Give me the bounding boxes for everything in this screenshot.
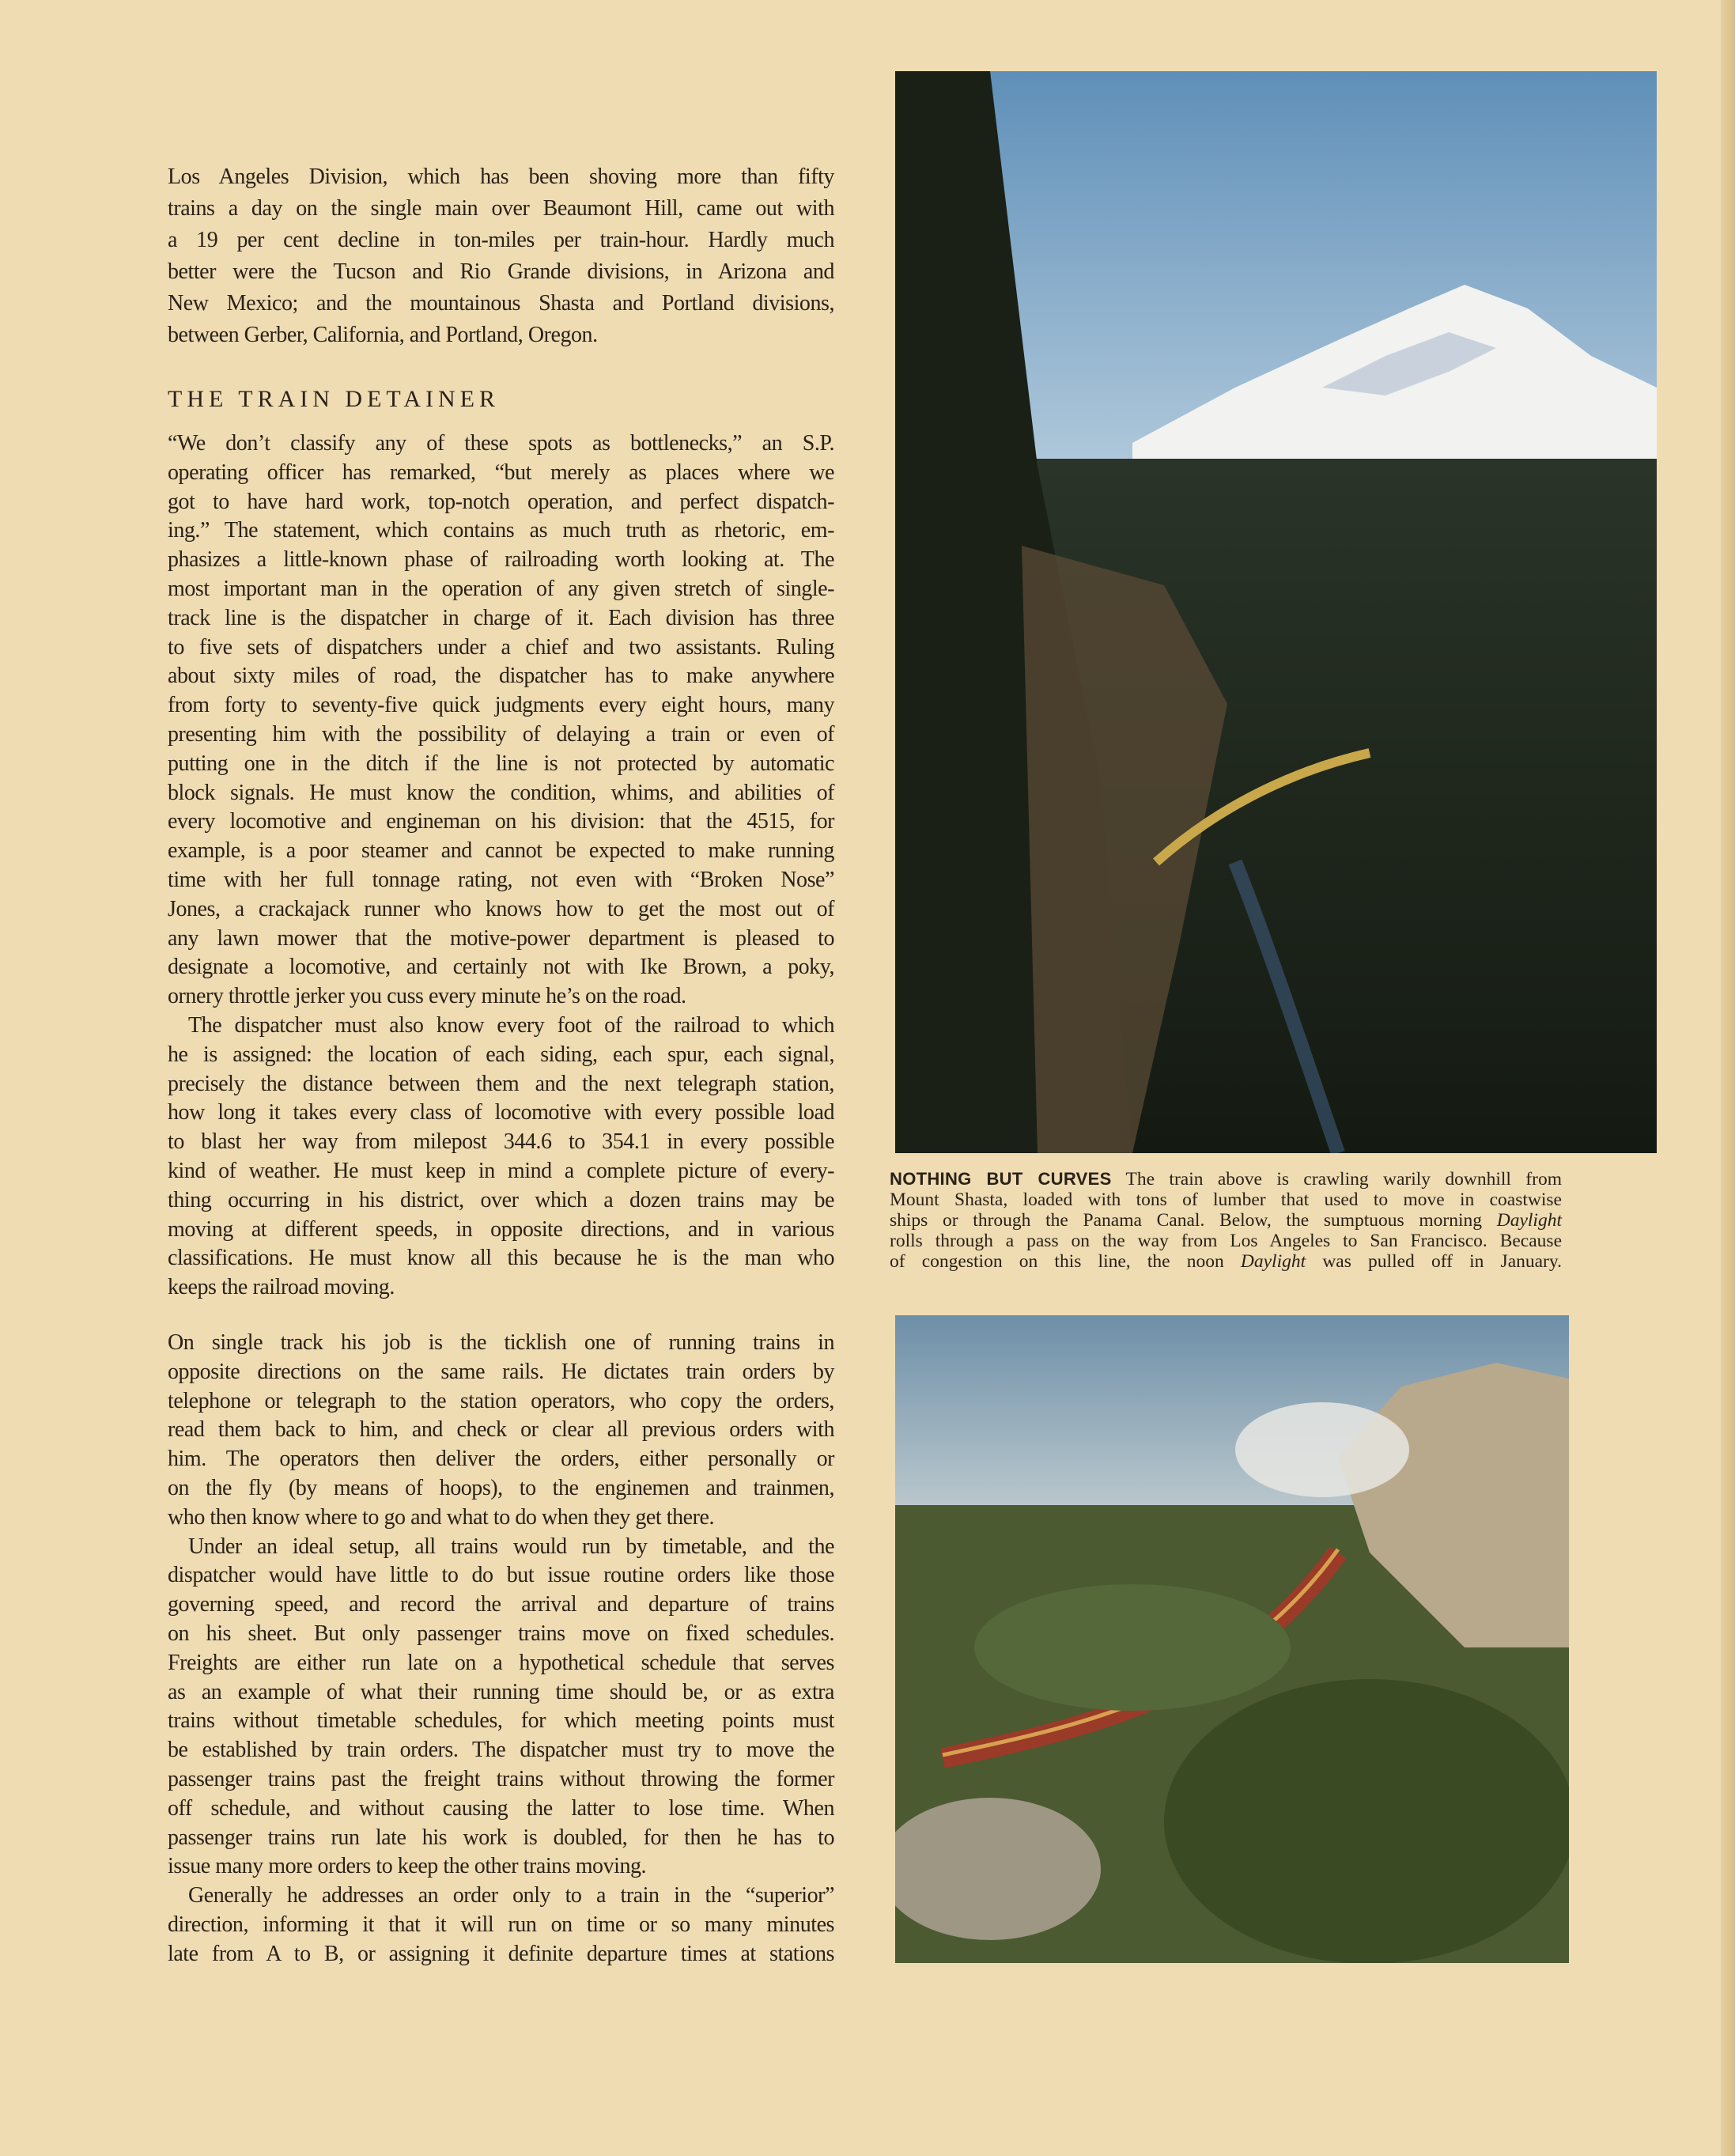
- caption-heading: NOTHING BUT CURVES: [890, 1169, 1112, 1189]
- text-line: governing speed, and record the arrival and departure of trains: [168, 1592, 834, 1617]
- text-line: dispatcher would have little to do but issue routine orders like those: [168, 1563, 834, 1588]
- text-line: designate a locomotive, and certainly not with Ike Brown, a poky,: [168, 955, 834, 980]
- text-line: “We don’t classify any of these spots as bottlenecks,” an S.P.: [168, 431, 834, 456]
- caption-italic-daylight: Daylight: [1240, 1251, 1306, 1272]
- photo-daylight-train: [895, 1315, 1569, 1963]
- text-line: Los Angeles Division, which has been shoving more than fifty: [168, 165, 834, 189]
- text-line: moving at different speeds, in opposite directions, and in various: [168, 1216, 834, 1242]
- text-line: Generally he addresses an order only to a train in the “superior”: [188, 1883, 834, 1908]
- text-line: direction, informing it that it will run on time or so many minutes: [168, 1912, 834, 1937]
- caption-line: Mount Shasta, loaded with tons of lumber that used to move in coastwise: [890, 1190, 1562, 1210]
- text-line: phasizes a little-known phase of railroading worth looking at. The: [168, 547, 834, 573]
- text-line: how long it takes every class of locomotive with every possible load: [168, 1100, 834, 1125]
- text-line: most important man in the operation of any given stretch of single-: [168, 576, 834, 601]
- text-line: passenger trains run late his work is doubled, for then he has to: [168, 1825, 834, 1850]
- text-line: Under an ideal setup, all trains would run by timetable, and the: [188, 1534, 834, 1559]
- text-line: off schedule, and without causing the latter to lose time. When: [168, 1795, 834, 1821]
- text-line: passenger trains past the freight trains without throwing the former: [168, 1766, 834, 1791]
- photo-mount-shasta-train: [895, 71, 1657, 1153]
- text-line: late from A to B, or assigning it definite departure times at stations: [168, 1941, 834, 1966]
- text-line: On single track his job is the ticklish one of running trains in: [168, 1330, 834, 1355]
- caption-line: rolls through a pass on the way from Los Angeles to San Francisco. Because: [890, 1231, 1562, 1251]
- text-line: who then know where to go and what to do when they get there.: [168, 1504, 715, 1530]
- text-line: keeps the railroad moving.: [168, 1275, 395, 1300]
- text-line: read them back to him, and check or clear all previous orders with: [168, 1417, 834, 1443]
- text-line: telephone or telegraph to the station operators, who copy the orders,: [168, 1388, 834, 1413]
- caption-text: of congestion on this line, the noon: [890, 1251, 1241, 1272]
- section-heading: THE TRAIN DETAINER: [168, 386, 500, 412]
- text-line: on the fly (by means of hoops), to the enginemen and trainmen,: [168, 1475, 834, 1500]
- page-edge: [1721, 0, 1735, 2156]
- text-line: issue many more orders to keep the other trains moving.: [168, 1854, 647, 1879]
- text-line: track line is the dispatcher in charge of it. Each division has three: [168, 605, 834, 630]
- text-line: about sixty miles of road, the dispatcher has to make anywhere: [168, 664, 834, 689]
- text-line: Freights are either run late on a hypothetical schedule that serves: [168, 1650, 834, 1675]
- text-line: classifications. He must know all this because he is the man who: [168, 1246, 834, 1271]
- text-line: trains without timetable schedules, for which meeting points must: [168, 1708, 834, 1734]
- text-line: presenting him with the possibility of delaying a train or even of: [168, 721, 834, 747]
- text-line: thing occurring in his district, over which a dozen trains may be: [168, 1187, 834, 1212]
- intro-paragraph: [168, 161, 834, 351]
- daylight-train-image: [895, 1315, 1569, 1963]
- text-line: every locomotive and engineman on his division: that the 4515, for: [168, 809, 834, 834]
- text-line: block signals. He must know the condition, whims, and abilities of: [168, 780, 834, 805]
- text-line: precisely the distance between them and the next telegraph station,: [168, 1071, 834, 1096]
- text-line: on his sheet. But only passenger trains move on fixed schedules.: [168, 1621, 834, 1646]
- text-line: better were the Tucson and Rio Grande divisions, in Arizona and: [168, 259, 834, 284]
- text-line: The dispatcher must also know every foot of the railroad to which: [188, 1012, 834, 1038]
- caption-text: ships or through the Panama Canal. Below, the sumptuous morning: [890, 1210, 1497, 1231]
- section1-body: [168, 429, 834, 1303]
- text-line: a 19 per cent decline in ton-miles per train-hour. Hardly much: [168, 228, 834, 252]
- photo-caption: [890, 1169, 1562, 1272]
- text-line: to five sets of dispatchers under a chief and two assistants. Ruling: [168, 634, 834, 660]
- caption-italic-daylight: Daylight: [1496, 1210, 1562, 1231]
- caption-text: was pulled off in January.: [1306, 1251, 1562, 1272]
- text-line: between Gerber, California, and Portland, Oregon.: [168, 323, 598, 347]
- text-line: example, is a poor steamer and cannot be expected to make running: [168, 838, 834, 864]
- text-line: New Mexico; and the mountainous Shasta and Portland divisions,: [168, 291, 834, 316]
- text-line: ing.” The statement, which contains as much truth as rhetoric, em-: [168, 518, 834, 543]
- text-line: him. The operators then deliver the orders, either personally or: [168, 1447, 834, 1472]
- text-line: trains a day on the single main over Beaumont Hill, came out with: [168, 196, 834, 221]
- text-line: operating officer has remarked, “but merely as places where we: [168, 460, 834, 485]
- text-line: ornery throttle jerker you cuss every minute he’s on the road.: [168, 984, 686, 1009]
- caption-line: The train above is crawling warily downhill from: [1125, 1169, 1562, 1190]
- text-line: putting one in the ditch if the line is not protected by automatic: [168, 751, 834, 776]
- text-line: from forty to seventy-five quick judgments every eight hours, many: [168, 693, 834, 718]
- text-line: time with her full tonnage rating, not even with “Broken Nose”: [168, 867, 834, 892]
- text-line: opposite directions on the same rails. He dictates train orders by: [168, 1359, 834, 1384]
- text-line: be established by train orders. The dispatcher must try to move the: [168, 1738, 834, 1763]
- text-line: Jones, a crackajack runner who knows how to get the most out of: [168, 896, 834, 921]
- text-line: got to have hard work, top-notch operation, and perfect dispatch-: [168, 489, 834, 514]
- text-line: kind of weather. He must keep in mind a complete picture of every-: [168, 1158, 834, 1183]
- text-line: he is assigned: the location of each siding, each spur, each signal,: [168, 1042, 834, 1067]
- section2-body: [168, 1329, 834, 1969]
- text-line: any lawn mower that the motive-power department is pleased to: [168, 925, 834, 951]
- text-line: to blast her way from milepost 344.6 to 354.1 in every possible: [168, 1129, 834, 1155]
- text-line: as an example of what their running time should be, or as extra: [168, 1679, 834, 1704]
- mount-shasta-image: [895, 71, 1657, 1153]
